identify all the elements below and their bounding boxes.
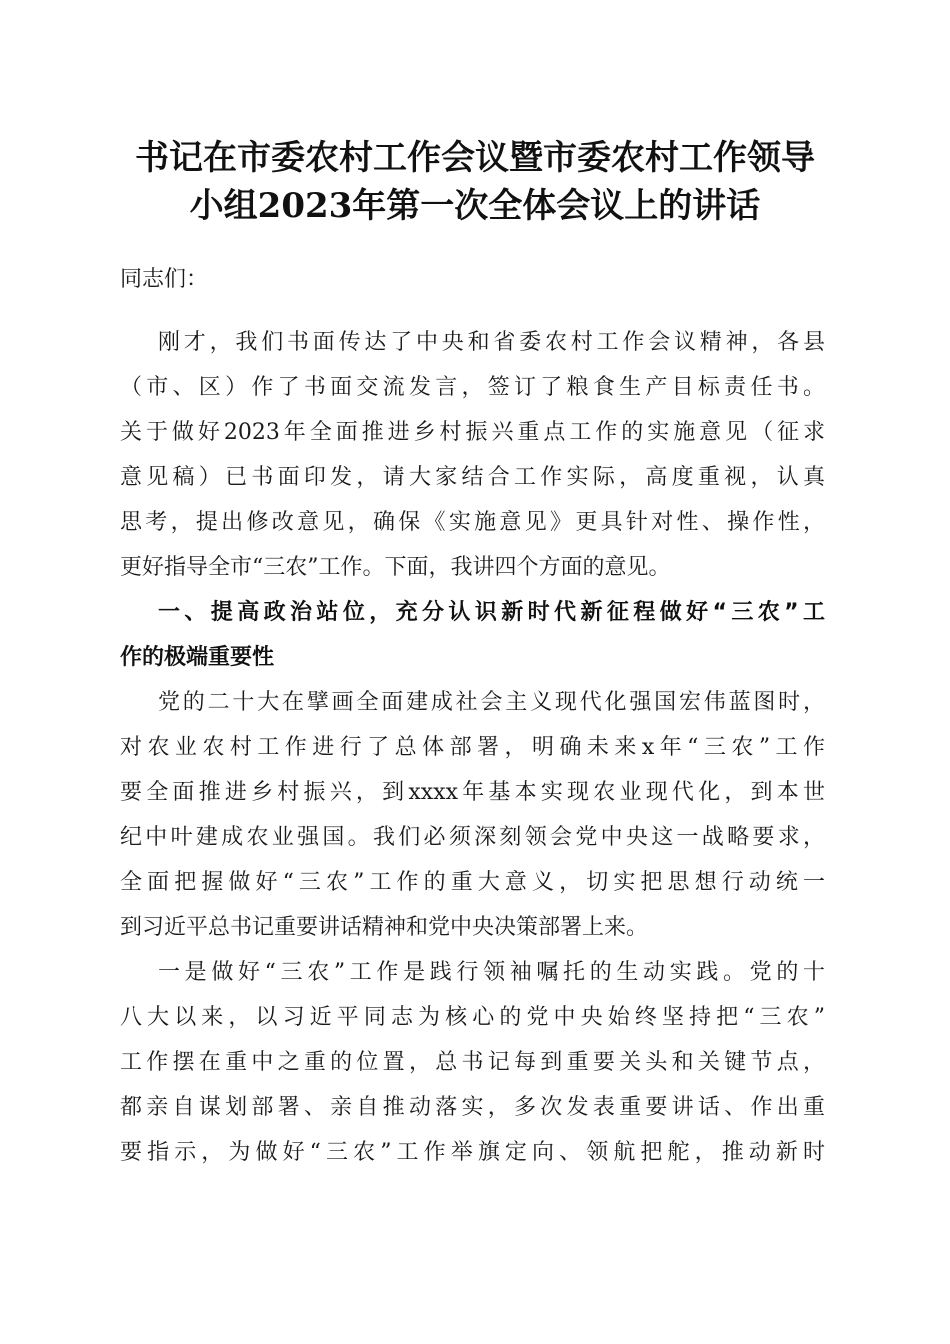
document-title-line-1: 书记在市委农村工作会议暨市委农村工作领导 [135,138,815,178]
paragraph-3-line-1: 一是做好“三农”工作是践行领袖嘱托的生动实践。党的十 [158,960,825,985]
paragraph-1-line-4: 意见稿）已书面印发，请大家结合工作实际，高度重视，认真 [120,465,825,490]
paragraph-1-line-1: 刚才，我们书面传达了中央和省委农村工作会议精神，各县 [158,330,825,355]
section-1-heading-line-2: 作的极端重要性 [120,645,275,670]
paragraph-2-line-1: 党的二十大在擘画全面建成社会主义现代化强国宏伟蓝图时， [158,690,825,715]
paragraph-1-line-5: 思考，提出修改意见，确保《实施意见》更具针对性、操作性， [120,510,825,535]
paragraph-3-line-5: 要指示，为做好“三农”工作举旗定向、领航把舵，推动新时 [120,1140,825,1165]
paragraph-2-line-4: 纪中叶建成农业强国。我们必须深刻领会党中央这一战略要求， [120,825,825,850]
paragraph-1-line-3: 关于做好2023年全面推进乡村振兴重点工作的实施意见（征求 [120,420,825,445]
paragraph-1-line-6: 更好指导全市“三农”工作。下面，我讲四个方面的意见。 [120,555,671,580]
paragraph-3-line-2: 八大以来，以习近平同志为核心的党中央始终坚持把“三农” [120,1005,825,1030]
document-title-line-2: 小组2023年第一次全体会议上的讲话 [189,186,761,226]
paragraph-3-line-4: 都亲自谋划部署、亲自推动落实，多次发表重要讲话、作出重 [120,1095,825,1120]
paragraph-2-line-3: 要全面推进乡村振兴，到xxxx年基本实现农业现代化，到本世 [120,780,825,805]
paragraph-3-line-3: 工作摆在重中之重的位置，总书记每到重要关头和关键节点， [120,1050,825,1075]
paragraph-1-line-2: （市、区）作了书面交流发言，签订了粮食生产目标责任书。 [120,375,825,400]
section-1-heading-line-1: 一、提高政治站位，充分认识新时代新征程做好“三农”工 [158,600,825,625]
paragraph-2-line-6: 到习近平总书记重要讲话精神和党中央决策部署上来。 [120,915,649,940]
paragraph-2-line-5: 全面把握做好“三农”工作的重大意义，切实把思想行动统一 [120,870,825,895]
paragraph-2-line-2: 对农业农村工作进行了总体部署，明确未来x年“三农”工作 [120,735,825,760]
salutation: 同志们： [120,267,209,292]
